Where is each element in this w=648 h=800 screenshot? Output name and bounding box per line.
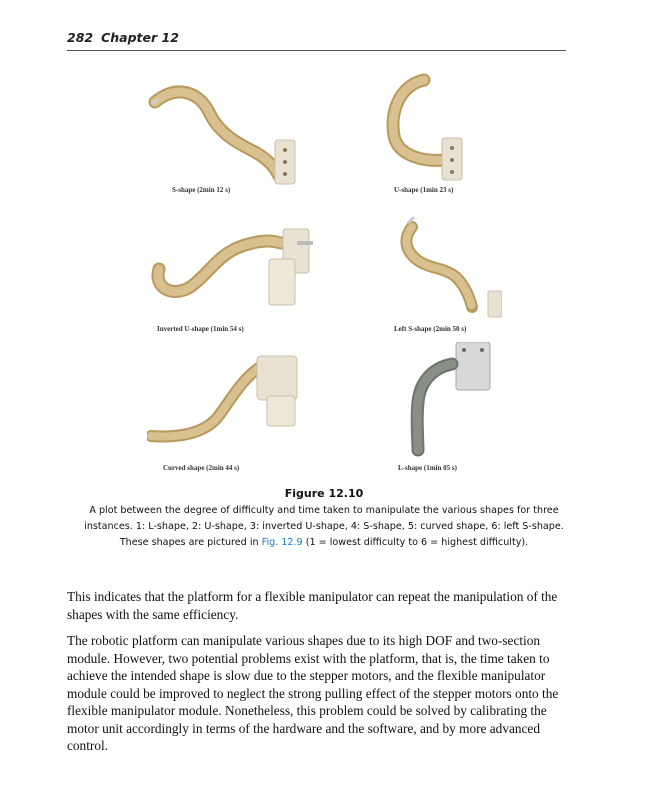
panel-l-shape: [332, 342, 502, 481]
panel-label: U-shape (1min 23 s): [394, 186, 454, 194]
running-head: [67, 30, 179, 45]
panel-s-shape: [147, 64, 317, 203]
body-paragraph-2: The robotic platform can manipulate various shapes due to its high DOF and two-section module. However, two potential problems exist with the platform, that is, the time taken to achieve the intended shape is slow due to the stepper motors, and the flexible manipulator module could be improved to neglect the strong pulling effect of the stepper motors onto the flexible manipulator module. Nonetheless, this problem could be solved by calibrating the motor unit accordingly in terms of the hardware and the software, and by more advanced control.: [67, 633, 559, 753]
caption-text-end: (1 = lowest difficulty to 6 = highest difficulty).: [302, 537, 529, 548]
panel-label: L-shape (1min 05 s): [398, 464, 457, 472]
left-s-shape-illustration: [332, 203, 502, 342]
panel-inverted-u-shape: [147, 203, 317, 342]
panel-label: Inverted U-shape (1min 54 s): [157, 325, 244, 333]
panel-curved-shape: [147, 342, 317, 481]
chapter-title: Chapter 12: [101, 30, 179, 45]
caption-text-start: A plot between the degree of difficulty and time taken to manipulate the various shapes for three instances. 1: L-shape, 2: U-shape, 3: inverted U-shape, 4: S-shape, 5: curved shape, 6: left S-shape. These shapes are pictured in: [84, 505, 564, 548]
panel-left-s-shape: [332, 203, 502, 342]
figure-title: Figure 12.10: [284, 487, 364, 500]
panel-u-shape: [332, 64, 502, 203]
header-rule: [67, 50, 566, 51]
body-paragraph-1: This indicates that the platform for a flexible manipulator can repeat the manipulation of the shapes with the same efficiency.: [67, 589, 558, 622]
u-shape-illustration: [332, 64, 502, 203]
curved-shape-illustration: [147, 342, 317, 481]
panel-label: Left S-shape (2min 50 s): [394, 325, 467, 333]
figure-12-10-image: [147, 64, 502, 482]
l-shape-illustration: [332, 342, 502, 481]
panel-label: Curved shape (2min 44 s): [163, 464, 240, 472]
inverted-u-shape-illustration: [147, 203, 317, 342]
page-number: 282: [67, 30, 94, 45]
panel-label: S-shape (2min 12 s): [172, 186, 231, 194]
figure-reference-link[interactable]: Fig. 12.9: [261, 537, 303, 548]
s-shape-illustration: [147, 64, 317, 203]
figure-caption: [70, 503, 578, 551]
